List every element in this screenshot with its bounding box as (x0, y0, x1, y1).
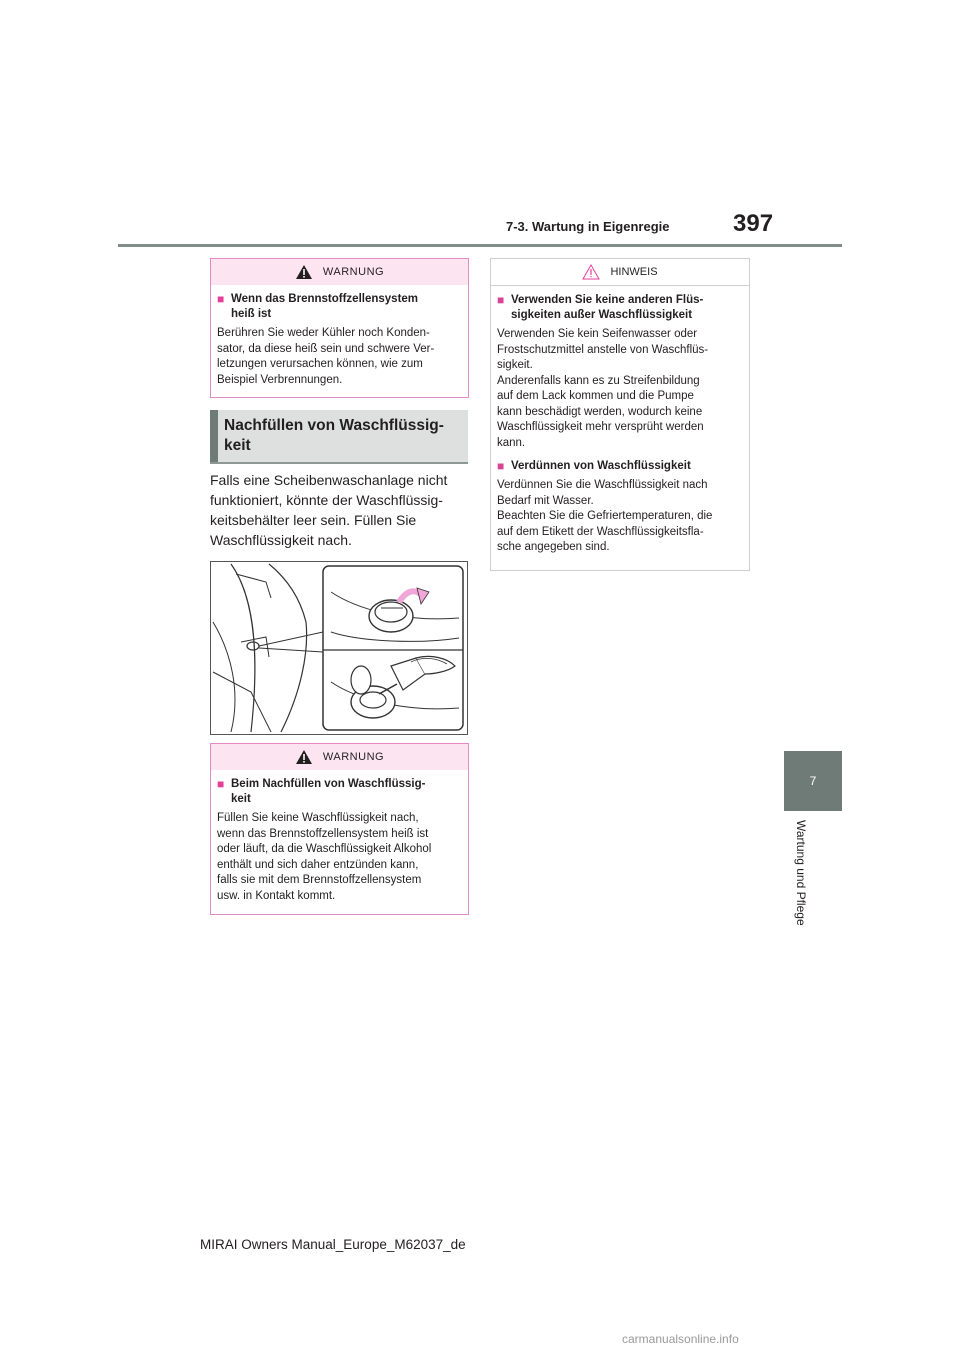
chapter-number: 7 (809, 774, 817, 788)
washer-fluid-drawing (211, 562, 467, 734)
section-heading-rule (210, 462, 468, 464)
note-item-text: Verdünnen Sie die Waschflüssigkeit nach Bedarf mit Wasser. Beachten Sie die Gefriertemperaturen, die auf dem Etikett der Waschflüssigkeitsfla- sche angegeben sind. (497, 479, 713, 553)
caution-triangle-icon (582, 264, 600, 280)
header-section-title: 7-3. Wartung in Eigenregie (506, 219, 670, 234)
section-heading-text: Nachfüllen von Waschflüssig- keit (224, 417, 444, 454)
warning-item-title: ■ Wenn das Brennstoffzellensystem heiß ist (217, 292, 419, 320)
square-bullet-icon: ■ (497, 459, 505, 473)
square-bullet-icon: ■ (497, 293, 505, 307)
warning-box-hot-system (210, 258, 469, 398)
section-heading-bar (210, 410, 218, 462)
note-item-title: ■ Verwenden Sie keine anderen Flüs- sigkeiten außer Waschflüssigkeit (497, 293, 704, 321)
header-rule (118, 244, 842, 247)
warning-header (211, 259, 468, 285)
page-number: 397 (733, 210, 774, 237)
footer-manual-id: MIRAI Owners Manual_Europe_M62037_de (200, 1237, 466, 1252)
square-bullet-icon: ■ (217, 292, 225, 306)
watermark: carmanualsonline.info (622, 1332, 739, 1346)
washer-fluid-illustration (210, 561, 468, 735)
note-header (491, 259, 749, 285)
section-heading (210, 410, 468, 462)
warning-box-refill (210, 743, 469, 915)
warning-triangle-icon (295, 749, 313, 765)
warning-item-text: Füllen Sie keine Waschflüssigkeit nach, wenn das Brennstoffzellensystem heiß ist oder läuft, da die Waschflüssigkeit Alkohol enthält und sich daher entzünden kann, falls sie mit dem Brennstoffzellensystem usw. in Kontakt kommt. (217, 812, 432, 902)
warning-item-title: ■ Beim Nachfüllen von Waschflüssig- keit (217, 777, 426, 805)
note-title: HINWEIS (610, 266, 658, 278)
note-item-title: ■ Verdünnen von Waschflüssigkeit (497, 459, 691, 473)
intro-paragraph: Falls eine Scheibenwaschanlage nicht funktioniert, könnte der Waschflüssig- keitsbehälter leer sein. Füllen Sie Waschflüssigkeit nach. (210, 472, 448, 548)
warning-title: WARNUNG (322, 266, 385, 278)
chapter-tab[interactable] (784, 751, 842, 811)
warning-header (211, 744, 468, 770)
square-bullet-icon: ■ (217, 777, 225, 791)
warning-title: WARNUNG (322, 751, 385, 763)
note-item-text: Verwenden Sie kein Seifenwasser oder Frostschutzmittel anstelle von Waschflüs- sigkeit. Anderenfalls kann es zu Streifenbildung auf dem Lack kommen und die Pumpe kann beschädigt werden, wodurch keine Waschflüssigkeit mehr versprüht werden kann. (497, 328, 709, 449)
warning-triangle-icon (295, 264, 313, 280)
chapter-side-label: Wartung und Pflege (794, 820, 808, 926)
note-box (490, 258, 750, 571)
warning-item-text: Berühren Sie weder Kühler noch Konden- sator, da diese heiß sein und schwere Ver- letzungen verursachen können, wie zum Beispiel Verbrennungen. (217, 327, 435, 386)
